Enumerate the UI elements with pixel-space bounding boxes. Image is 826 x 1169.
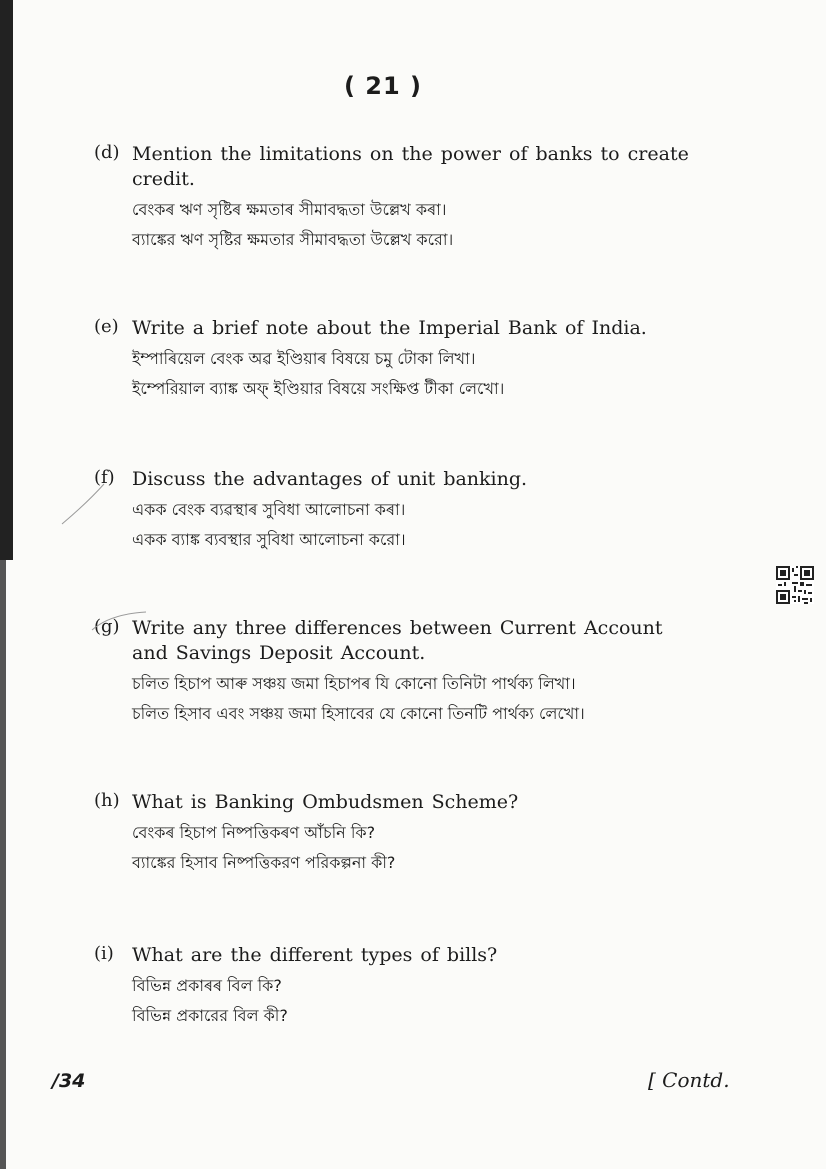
question-i	[94, 943, 694, 1026]
question-english: Discuss the advantages of unit banking.	[132, 468, 528, 490]
question-assamese: বিভিন্ন প্ৰকাৰৰ বিল কি?	[132, 976, 282, 995]
question-bengali: ব্যাঙ্কের হিসাব নিষ্পত্তিকরণ পরিকল্পনা কী?	[132, 853, 396, 872]
question-label: (g)	[94, 616, 120, 637]
question-english: What is Banking Ombudsmen Scheme?	[132, 791, 519, 813]
continued-note: [ Contd.	[648, 1068, 730, 1092]
question-assamese: বেংকৰ ঋণ সৃষ্টিৰ ক্ষমতাৰ সীমাবদ্ধতা উল্লেখ কৰা।	[132, 200, 447, 219]
question-assamese: বেংকৰ হিচাপ নিষ্পত্তিকৰণ আঁচনি কি?	[132, 823, 376, 842]
question-english: What are the different types of bills?	[132, 944, 498, 966]
question-bengali: একক ব্যাঙ্ক ব্যবস্থার সুবিধা আলোচনা করো।	[132, 530, 406, 549]
page-number: ( 21 )	[343, 72, 423, 100]
question-label: (e)	[94, 316, 119, 337]
question-e	[94, 316, 694, 399]
qr-code-icon	[776, 566, 814, 604]
question-label: (f)	[94, 467, 115, 488]
question-bengali: চলিত হিসাব এবং সঞ্চয় জমা হিসাবের যে কোনো তিনটি পার্থক্য লেখো।	[132, 704, 585, 723]
question-assamese: চলিত হিচাপ আৰু সঞ্চয় জমা হিচাপৰ যি কোনো তিনিটা পাৰ্থক্য লিখা।	[132, 674, 576, 693]
paper-code: /34	[52, 1070, 86, 1092]
question-assamese: একক বেংক ব্যৱস্থাৰ সুবিধা আলোচনা কৰা।	[132, 500, 406, 519]
pen-mark	[90, 608, 150, 638]
question-h	[94, 790, 694, 873]
question-bengali: বিভিন্ন প্রকারের বিল কী?	[132, 1006, 288, 1025]
question-bengali: ব্যাঙ্কের ঋণ সৃষ্টির ক্ষমতার সীমাবদ্ধতা উল্লেখ করো।	[132, 230, 454, 249]
question-english: Write any three differences between Current Account and Savings Deposit Account.	[132, 617, 663, 664]
scan-edge-shadow-lower	[0, 560, 6, 1169]
question-assamese: ইম্পাৰিয়েল বেংক অৱ ইণ্ডিয়াৰ বিষয়ে চমু টোকা লিখা।	[132, 349, 476, 368]
question-english: Write a brief note about the Imperial Bank of India.	[132, 317, 647, 339]
question-bengali: ইম্পেরিয়াল ব্যাঙ্ক অফ্ ইণ্ডিয়ার বিষয়ে সংক্ষিপ্ত টীকা লেখো।	[132, 379, 505, 398]
question-label: (i)	[94, 943, 114, 964]
question-english: Mention the limitations on the power of banks to create credit.	[132, 143, 689, 190]
question-label: (d)	[94, 142, 120, 163]
question-f	[94, 467, 694, 550]
question-label: (h)	[94, 790, 120, 811]
pen-mark	[58, 480, 108, 530]
question-g	[94, 616, 694, 724]
question-d	[94, 142, 694, 250]
